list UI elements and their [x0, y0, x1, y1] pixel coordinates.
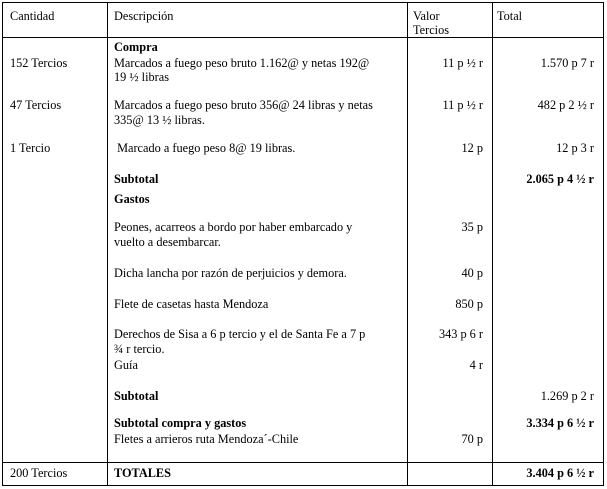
row-3-cantidad: 1 Tercio: [10, 141, 51, 155]
gasto-2-desc: Dicha lancha por razón de perjuicios y demora.: [114, 266, 347, 280]
gasto-5-valor: 4 r: [469, 358, 483, 372]
gastos-subtotal-value: 1.269 p 2 r: [540, 389, 594, 403]
gasto-1-valor: 35 p: [461, 220, 483, 234]
totales-label: TOTALES: [114, 466, 171, 480]
row-2-total: 482 p 2 ½ r: [537, 98, 594, 112]
header-descripcion: Descripción: [114, 9, 174, 23]
gasto-2-valor: 40 p: [461, 266, 483, 280]
gasto-3-valor: 850 p: [455, 297, 483, 311]
totales-value: 3.404 p 6 ½ r: [526, 466, 594, 480]
gastos-heading: Gastos: [114, 192, 150, 206]
fletes-desc: Fletes a arrieros ruta Mendoza´-Chile: [114, 432, 299, 446]
row-2-cantidad: 47 Tercios: [10, 98, 62, 112]
table-border-right: [603, 2, 604, 486]
gastos-subtotal-label: Subtotal: [114, 389, 159, 403]
row-3-total: 12 p 3 r: [556, 141, 594, 155]
row-2-desc-line-1: Marcados a fuego peso bruto 356@ 24 libras y netas: [114, 98, 373, 112]
gasto-5-desc: Guía: [114, 358, 138, 372]
row-3-valor: 12 p: [461, 141, 483, 155]
row-1-valor: 11 p ½ r: [442, 56, 483, 70]
header-separator: [2, 37, 604, 38]
totals-separator: [2, 462, 604, 463]
table-border-left: [2, 2, 3, 486]
compra-subtotal-label: Subtotal: [114, 172, 159, 186]
row-1-desc-line-1: Marcados a fuego peso bruto 1.162@ y netas 192@: [114, 56, 370, 70]
header-valor: Valor: [413, 9, 440, 23]
gasto-3-desc: Flete de casetas hasta Mendoza: [114, 297, 269, 311]
subtotal-compra-gastos-label: Subtotal compra y gastos: [114, 416, 247, 430]
table-border-top: [2, 2, 604, 3]
column-divider-1: [107, 2, 108, 486]
row-1-total: 1.570 p 7 r: [540, 56, 594, 70]
fletes-valor: 70 p: [461, 432, 483, 446]
compra-heading: Compra: [114, 40, 158, 54]
compra-subtotal-value: 2.065 p 4 ½ r: [526, 172, 594, 186]
gasto-1-desc-line-2: vuelto a desembarcar.: [114, 235, 221, 249]
gasto-4-valor: 343 p 6 r: [438, 327, 483, 341]
header-tercios: Tercios: [413, 23, 450, 37]
gasto-4-desc-line-2: ¾ r tercio.: [114, 342, 165, 356]
row-2-desc-line-2: 335@ 13 ½ libras.: [114, 113, 205, 127]
table-border-bottom: [2, 485, 604, 486]
row-1-cantidad: 152 Tercios: [10, 56, 68, 70]
row-1-desc-line-2: 19 ½ libras: [114, 70, 169, 84]
row-3-desc-line-1: Marcado a fuego peso 8@ 19 libras.: [114, 141, 296, 155]
column-divider-2: [407, 2, 408, 486]
gasto-4-desc-line-1: Derechos de Sisa a 6 p tercio y el de Santa Fe a 7 p: [114, 327, 366, 341]
row-2-valor: 11 p ½ r: [442, 98, 483, 112]
header-total: Total: [497, 9, 523, 23]
header-cantidad: Cantidad: [10, 9, 55, 23]
gasto-1-desc-line-1: Peones, acarreos a bordo por haber embarcado y: [114, 220, 353, 234]
totales-cantidad: 200 Tercios: [10, 466, 68, 480]
subtotal-compra-gastos-value: 3.334 p 6 ½ r: [526, 416, 594, 430]
column-divider-3: [492, 2, 493, 486]
accounts-table: [2, 2, 604, 486]
